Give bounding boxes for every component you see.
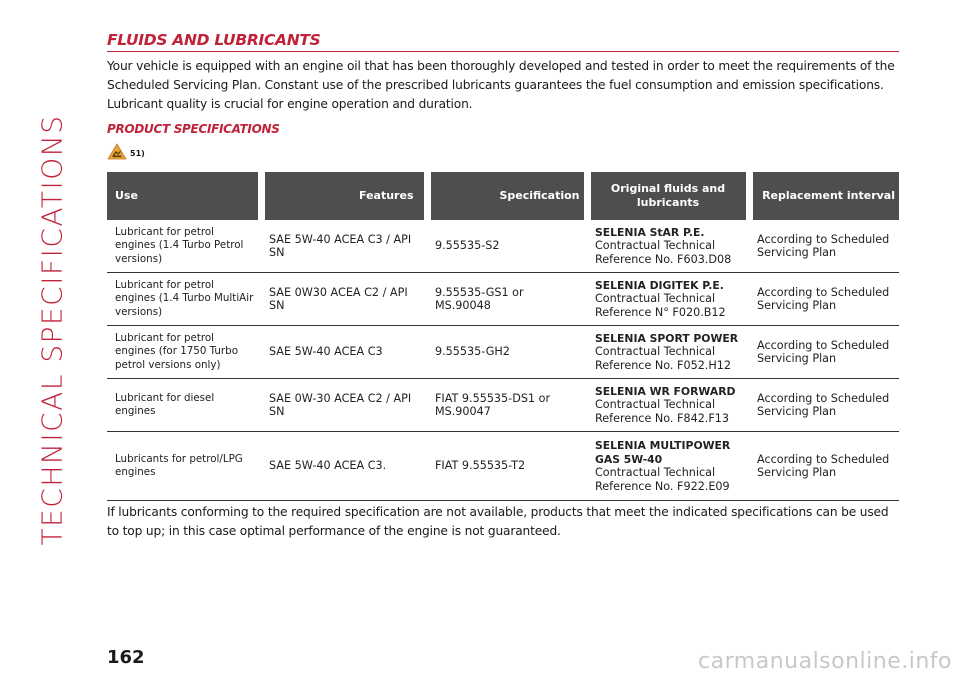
- oil-reference: Contractual Technical Reference No. F922.E09: [595, 466, 730, 493]
- cell-original-fluids: [587, 273, 749, 326]
- header-features: Features: [261, 172, 427, 220]
- oil-name: SELENIA MULTIPOWER GAS 5W-40: [595, 439, 731, 466]
- table-row: [107, 220, 899, 273]
- cell-features: SAE 5W-40 ACEA C3.: [261, 432, 427, 501]
- warning-icon: [107, 143, 127, 160]
- oil-name: SELENIA DIGITEK P.E.: [595, 278, 724, 292]
- outro-paragraph: If lubricants conforming to the required specification are not available, products that meet the indicated specifications can be used to top up; in this case optimal performance of the engine is not guaranteed.: [107, 505, 889, 538]
- table-row: [107, 379, 899, 432]
- page-content: [107, 31, 899, 541]
- page-title: FLUIDS AND LUBRICANTS: [107, 31, 899, 52]
- header-specification: Specification: [427, 172, 587, 220]
- cell-use: Lubricant for petrol engines (1.4 Turbo Petrol versions): [107, 220, 261, 273]
- oil-name: SELENIA WR FORWARD: [595, 384, 736, 398]
- oil-reference: Contractual Technical Reference No. F842.F13: [595, 398, 730, 425]
- cell-original-fluids: [587, 432, 749, 501]
- section-side-tab: TECHNICAL SPECIFICATIONS: [35, 114, 69, 546]
- cell-original-fluids: [587, 220, 749, 273]
- cell-original-fluids: [587, 379, 749, 432]
- cell-use: Lubricant for petrol engines (1.4 Turbo MultiAir versions): [107, 273, 261, 326]
- oil-name: SELENIA SPORT POWER: [595, 331, 739, 345]
- cell-replacement-interval: According to Scheduled Servicing Plan: [749, 432, 899, 501]
- table-row: [107, 273, 899, 326]
- oil-reference: Contractual Technical Reference No. F603.D08: [595, 239, 732, 266]
- table-row: [107, 432, 899, 501]
- oil-reference: Contractual Technical Reference No. F052.H12: [595, 345, 732, 372]
- watermark-text: carmanualsonline.info: [698, 649, 952, 674]
- cell-replacement-interval: According to Scheduled Servicing Plan: [749, 220, 899, 273]
- table-header-row: [107, 172, 899, 220]
- cell-original-fluids: [587, 326, 749, 379]
- oil-reference: Contractual Technical Reference N° F020.B12: [595, 292, 726, 319]
- oil-name: SELENIA StAR P.E.: [595, 225, 705, 239]
- lubricants-table: [107, 172, 899, 501]
- cell-features: SAE 5W-40 ACEA C3: [261, 326, 427, 379]
- section-subtitle: PRODUCT SPECIFICATIONS: [107, 122, 280, 136]
- cell-features: SAE 5W-40 ACEA C3 / API SN: [261, 220, 427, 273]
- header-replacement-interval: Replacement interval: [749, 172, 899, 220]
- cell-specification: 9.55535-GH2: [427, 326, 587, 379]
- cell-replacement-interval: According to Scheduled Servicing Plan: [749, 379, 899, 432]
- cell-use: Lubricant for diesel engines: [107, 379, 261, 432]
- cell-use: Lubricants for petrol/LPG engines: [107, 432, 261, 501]
- cell-specification: FIAT 9.55535-T2: [427, 432, 587, 501]
- page-number: 162: [107, 647, 145, 668]
- header-use: Use: [107, 172, 261, 220]
- cell-specification: 9.55535-GS1 or MS.90048: [427, 273, 587, 326]
- header-original-fluids: Original fluids and lubricants: [587, 172, 749, 220]
- cell-specification: 9.55535-S2: [427, 220, 587, 273]
- cell-features: SAE 0W30 ACEA C2 / API SN: [261, 273, 427, 326]
- cell-specification: FIAT 9.55535-DS1 or MS.90047: [427, 379, 587, 432]
- warning-reference: 51): [130, 149, 145, 158]
- cell-use: Lubricant for petrol engines (for 1750 Turbo petrol versions only): [107, 326, 261, 379]
- table-row: [107, 326, 899, 379]
- intro-paragraph: Your vehicle is equipped with an engine oil that has been thoroughly developed and tested in order to meet the requirements of the Scheduled Servicing Plan. Constant use of the prescribed lubricants guarantees the fuel consumption and emission specifications. Lubricant quality is crucial for engine operation and duration.: [107, 59, 895, 111]
- cell-replacement-interval: According to Scheduled Servicing Plan: [749, 273, 899, 326]
- warning-note: [107, 140, 899, 160]
- cell-replacement-interval: According to Scheduled Servicing Plan: [749, 326, 899, 379]
- cell-features: SAE 0W-30 ACEA C2 / API SN: [261, 379, 427, 432]
